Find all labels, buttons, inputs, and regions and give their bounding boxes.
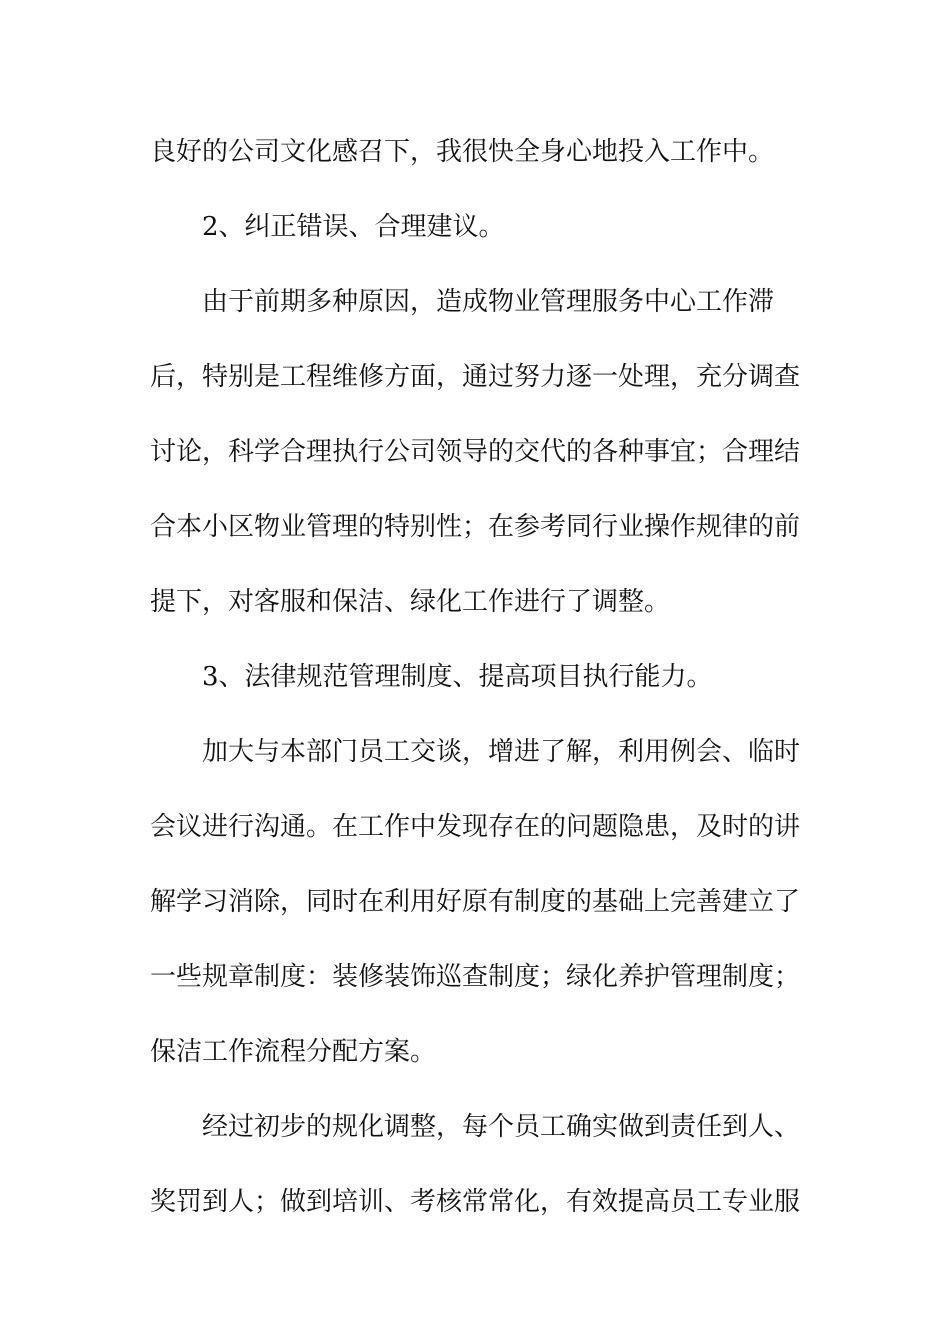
paragraph-first-line: 加大与本部门员工交谈，增进了解，利用例会、临时: [202, 737, 801, 767]
paragraph-first-line: 经过初步的规化调整，每个员工确实做到责任到人、: [202, 1112, 801, 1142]
text-line: 解学习消除，同时在利用好原有制度的基础上完善建立了: [150, 887, 801, 917]
text-line: 合本小区物业管理的特别性；在参考同行业操作规律的前: [150, 512, 801, 542]
text-line: 后，特别是工程维修方面，通过努力逐一处理，充分调查: [150, 362, 801, 392]
section-heading: 3、法律规范管理制度、提高项目执行能力。: [202, 662, 713, 692]
text-line: 良好的公司文化感召下，我很快全身心地投入工作中。: [150, 137, 775, 167]
text-line: 保洁工作流程分配方案。: [150, 1037, 437, 1067]
text-line: 提下，对客服和保洁、绿化工作进行了调整。: [150, 587, 671, 617]
section-heading: 2、纠正错误、合理建议。: [202, 212, 505, 242]
text-line: 会议进行沟通。在工作中发现存在的问题隐患，及时的讲: [150, 812, 801, 842]
text-line: 一些规章制度：装修装饰巡查制度；绿化养护管理制度；: [150, 962, 801, 992]
text-line: 奖罚到人；做到培训、考核常常化，有效提高员工专业服: [150, 1187, 801, 1217]
text-line: 讨论，科学合理执行公司领导的交代的各种事宜；合理结: [150, 437, 801, 467]
paragraph-first-line: 由于前期多种原因，造成物业管理服务中心工作滞: [202, 287, 775, 317]
